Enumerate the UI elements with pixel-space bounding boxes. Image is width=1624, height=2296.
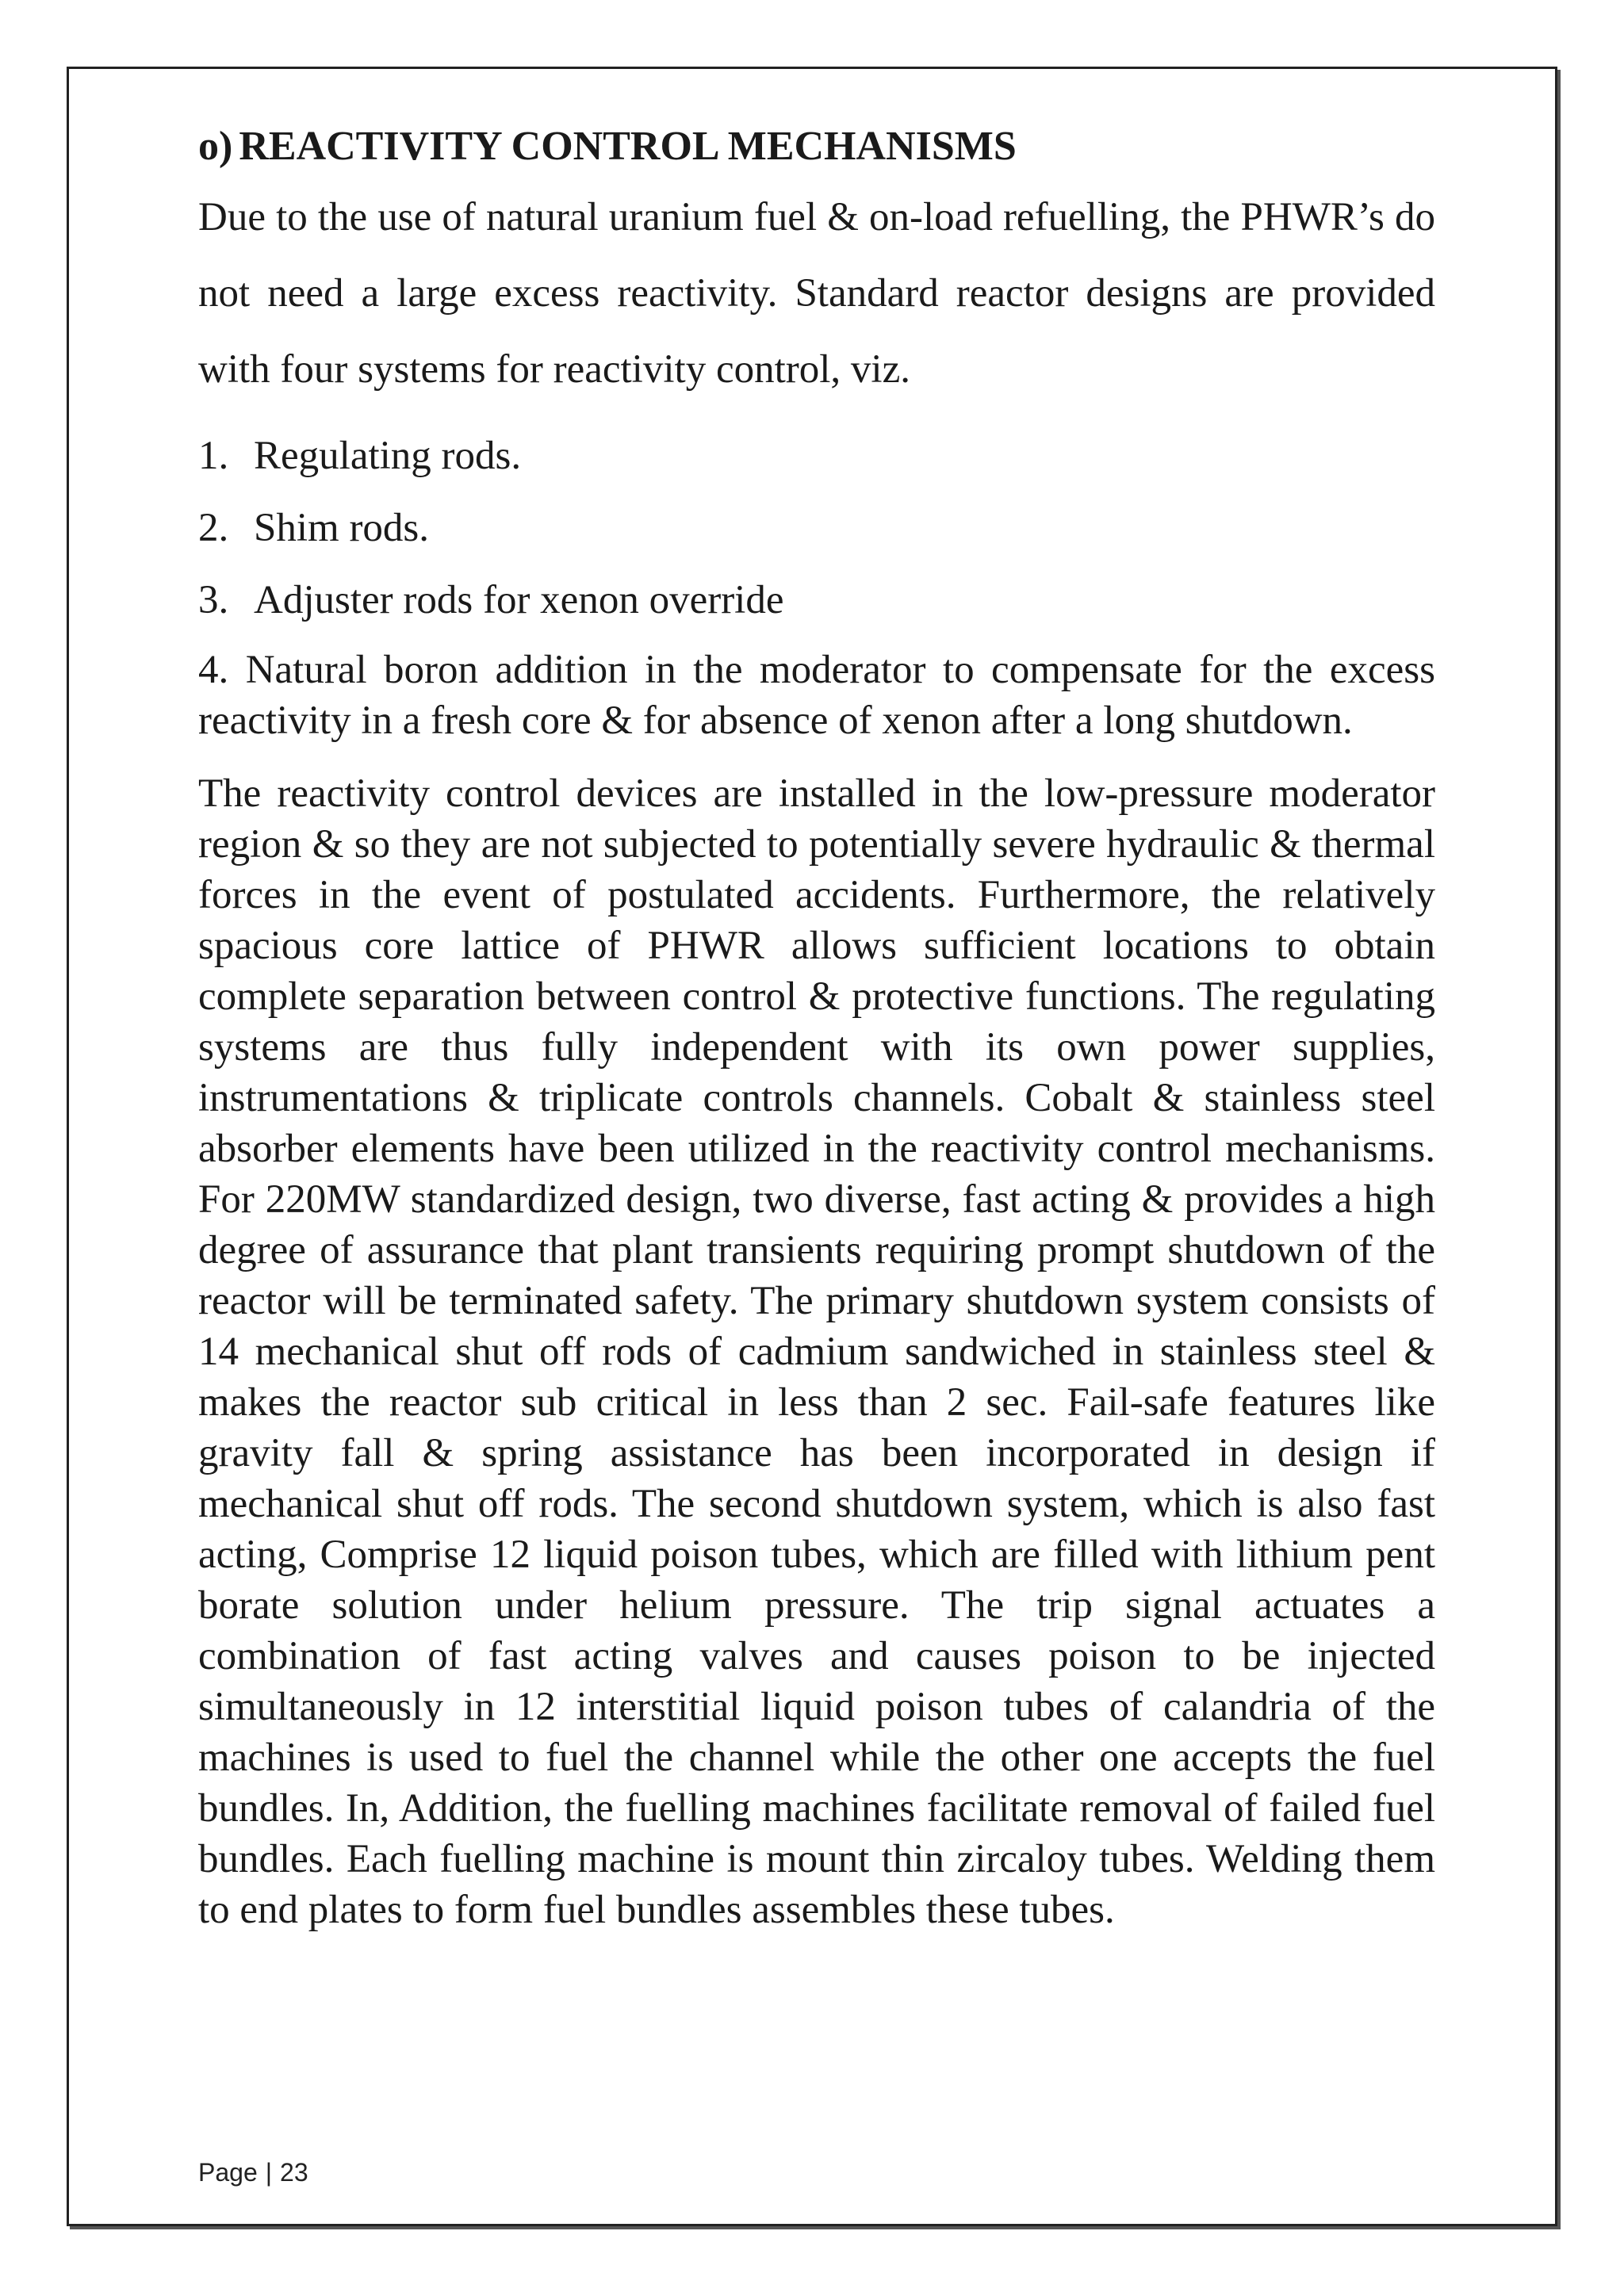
control-systems-list bbox=[198, 420, 1435, 637]
list-item-number: 1. bbox=[198, 434, 229, 478]
page-label: Page bbox=[198, 2158, 258, 2187]
list-item-number: 3. bbox=[198, 578, 229, 622]
section-marker: o) bbox=[198, 124, 233, 169]
list-item-number: 2. bbox=[198, 506, 229, 550]
section-heading bbox=[198, 119, 1435, 174]
page-number: 23 bbox=[280, 2158, 308, 2187]
section-title: REACTIVITY CONTROL MECHANISMS bbox=[239, 124, 1017, 169]
list-item bbox=[198, 564, 1435, 637]
page-footer bbox=[198, 2158, 308, 2187]
list-item-text: Regulating rods. bbox=[254, 434, 522, 478]
body-paragraph: The reactivity control devices are installed in the low-pressure moderator region & so they are not subjected to potentially severe hydraulic & thermal forces in the event of postulated accidents. Furthermore, the relatively spacious core lattice of PHWR allows sufficient locations to obtain complete separation between control & protective functions. The regulating systems are thus fully independent with its own power supplies, instrumentations & triplicate controls channels. Cobalt & stainless steel absorber elements have been utilized in the reactivity control mechanisms. For 220MW standardized design, two diverse, fast acting & provides a high degree of assurance that plant transients requiring prompt shutdown of the reactor will be terminated safety. The primary shutdown system consists of 14 mechanical shut off rods of cadmium sandwiched in stainless steel & makes the reactor sub critical in less than 2 sec. Fail-safe features like gravity fall & spring assistance has been incorporated in design if mechanical shut off rods. The second shutdown system, which is also fast acting, Comprise 12 liquid poison tubes, which are filled with lithium pent borate solution under helium pressure. The trip signal actuates a combination of fast acting valves and causes poison to be injected simultaneously in 12 interstitial liquid poison tubes of calandria of the machines is used to fuel the channel while the other one accepts the fuel bundles. In, Addition, the fuelling machines facilitate removal of failed fuel bundles. Each fuelling machine is mount thin zircaloy tubes. Welding them to end plates to form fuel bundles assembles these tubes. bbox=[198, 771, 1435, 1932]
intro-paragraph: Due to the use of natural uranium fuel & on-load refuelling, the PHWR’s do not need a large excess reactivity. Standard reactor designs are provided with four systems for reactivity control, viz. bbox=[198, 195, 1435, 392]
list-item-text: Adjuster rods for xenon override bbox=[254, 578, 784, 622]
list-item-four-paragraph: 4. Natural boron addition in the moderator to compensate for the excess reactivity in a fresh core & for absence of xenon after a long shutdown. bbox=[198, 648, 1435, 743]
list-item bbox=[198, 492, 1435, 564]
footer-separator: | bbox=[265, 2158, 273, 2187]
list-item-text: Shim rods. bbox=[254, 506, 430, 550]
page-content bbox=[198, 119, 1435, 1935]
list-item bbox=[198, 420, 1435, 492]
